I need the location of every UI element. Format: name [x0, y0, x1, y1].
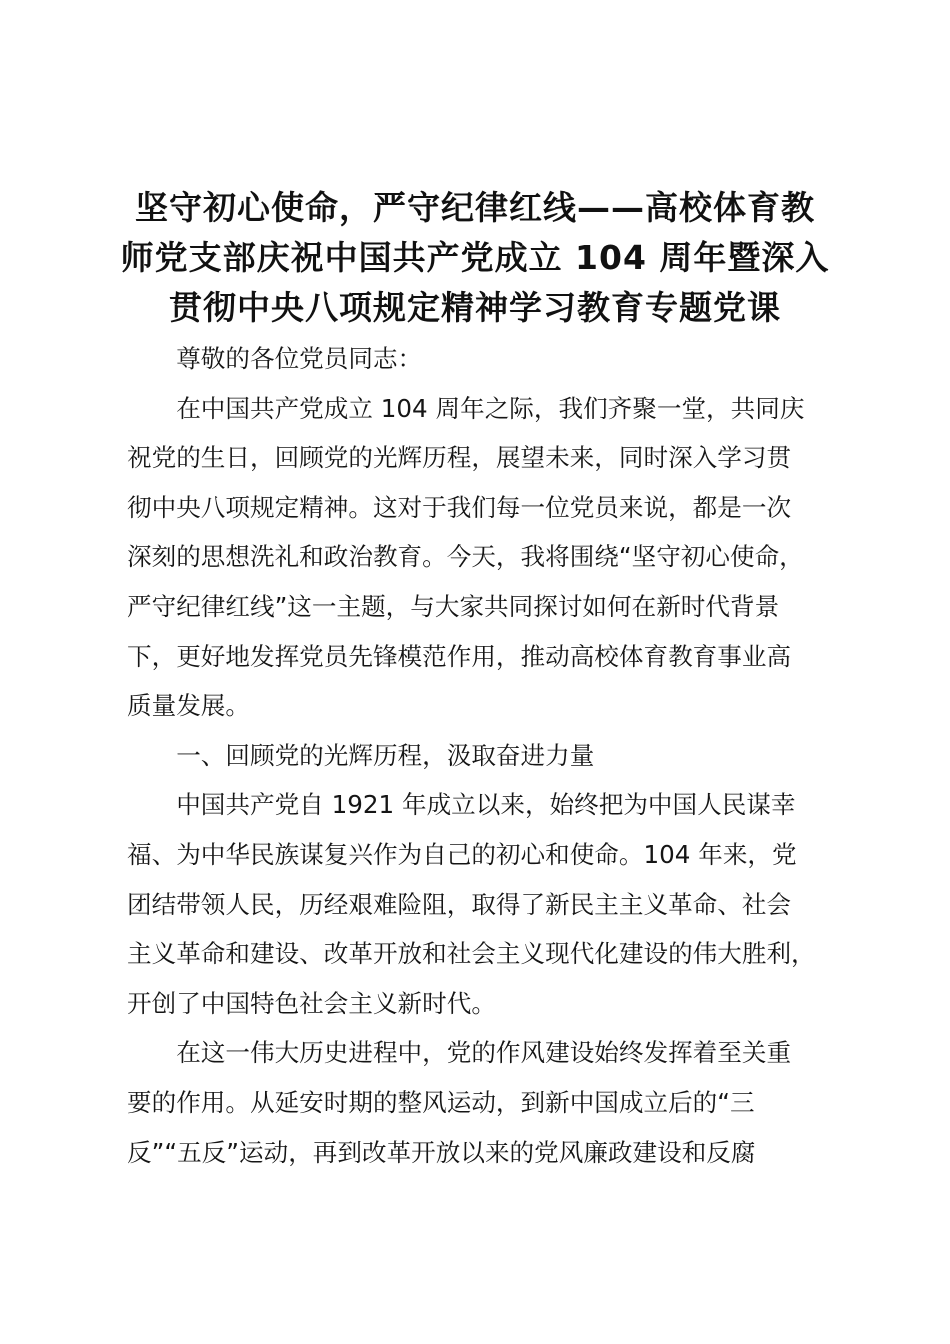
- paragraph-line: 严守纪律红线”这一主题，与大家共同探讨如何在新时代背景: [127, 591, 780, 621]
- paragraph-line: 彻中央八项规定精神。这对于我们每一位党员来说，都是一次: [127, 492, 792, 522]
- paragraph-line: 团结带领人民，历经艰难险阻，取得了新民主主义革命、社会: [127, 889, 792, 919]
- section-heading-text: 一、回顾党的光辉历程，汲取奋进力量: [176, 740, 595, 770]
- paragraph-line: 中国共产党自 1921 年成立以来，始终把为中国人民谋幸: [176, 790, 796, 820]
- paragraph-line: 下，更好地发挥党员先锋模范作用，推动高校体育教育事业高: [127, 641, 792, 671]
- title-line: 坚守初心使命，严守纪律红线——高校体育教: [135, 188, 815, 227]
- salutation: [127, 334, 827, 384]
- salutation-text: 尊敬的各位党员同志：: [176, 344, 423, 373]
- paragraph-line: 祝党的生日，回顾党的光辉历程，展望未来，同时深入学习贯: [127, 443, 792, 473]
- document-body: [127, 334, 827, 1177]
- paragraph-line: 福、为中华民族谋复兴作为自己的初心和使命。104 年来，党: [127, 839, 797, 869]
- paragraph-line: 在中国共产党成立 104 周年之际，我们齐聚一堂，共同庆: [176, 393, 805, 423]
- paragraph-style-building: [127, 1028, 827, 1177]
- paragraph-line: 在这一伟大历史进程中，党的作风建设始终发挥着至关重: [176, 1038, 792, 1068]
- paragraph-line: 主义革命和建设、改革开放和社会主义现代化建设的伟大胜利，: [127, 939, 816, 969]
- document-title: [118, 183, 832, 333]
- paragraph-intro: [127, 384, 827, 731]
- paragraph-line: 开创了中国特色社会主义新时代。: [127, 988, 496, 1018]
- paragraph-line: 深刻的思想洗礼和政治教育。今天，我将围绕“坚守初心使命，: [127, 542, 804, 572]
- section-heading-1: [127, 731, 827, 781]
- paragraph-line: 反”“五反”运动，再到改革开放以来的党风廉政建设和反腐: [127, 1137, 756, 1167]
- paragraph-line: 质量发展。: [127, 691, 250, 721]
- paragraph-line: 要的作用。从延安时期的整风运动，到新中国成立后的“三: [127, 1087, 755, 1117]
- paragraph-history: [127, 780, 827, 1028]
- title-line: 贯彻中央八项规定精神学习教育专题党课: [169, 288, 781, 327]
- title-line: 师党支部庆祝中国共产党成立 104 周年暨深入: [120, 238, 830, 277]
